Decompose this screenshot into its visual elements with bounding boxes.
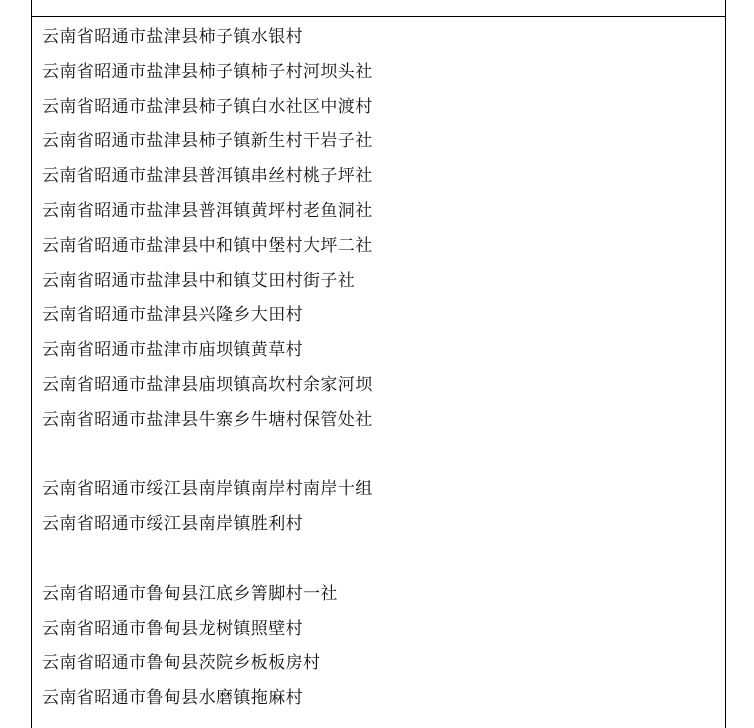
group-spacer: [42, 438, 712, 473]
address-line: 云南省昭通市盐津县柿子镇白水社区中渡村: [42, 96, 373, 117]
address-list: [42, 20, 712, 716]
address-line: 云南省昭通市绥江县南岸镇胜利村: [42, 514, 303, 535]
table-header-cell: [32, 0, 725, 17]
address-line: 云南省昭通市盐津县中和镇中堡村大坪二社: [42, 235, 373, 256]
address-line: 云南省昭通市盐津县柿子镇新生村干岩子社: [42, 131, 373, 152]
group-spacer: [42, 542, 712, 577]
address-line: 云南省昭通市鲁甸县龙树镇照壁村: [42, 618, 303, 639]
address-line: 云南省昭通市盐津县柿子镇水银村: [42, 27, 303, 47]
address-line: 云南省昭通市盐津县普洱镇黄坪村老鱼洞社: [42, 200, 373, 221]
address-line: 云南省昭通市盐津县柿子镇柿子村河坝头社: [42, 61, 373, 82]
address-line: 云南省昭通市鲁甸县茨院乡板板房村: [42, 653, 321, 674]
address-line: 云南省昭通市鲁甸县江底乡箐脚村一社: [42, 583, 338, 604]
address-line: 云南省昭通市绥江县南岸镇南岸村南岸十组: [42, 479, 373, 500]
address-line: 云南省昭通市盐津县中和镇艾田村街子社: [42, 270, 356, 291]
address-line: 云南省昭通市盐津县牛寨乡牛塘村保管处社: [42, 409, 373, 430]
address-line: 云南省昭通市鲁甸县水磨镇拖麻村: [42, 688, 303, 709]
address-line: 云南省昭通市盐津县普洱镇串丝村桃子坪社: [42, 166, 373, 187]
address-line: 云南省昭通市盐津县庙坝镇高坎村余家河坝: [42, 374, 373, 395]
address-line: 云南省昭通市盐津市庙坝镇黄草村: [42, 340, 303, 361]
address-table: [31, 0, 726, 728]
address-line: 云南省昭通市盐津县兴隆乡大田村: [42, 305, 303, 326]
